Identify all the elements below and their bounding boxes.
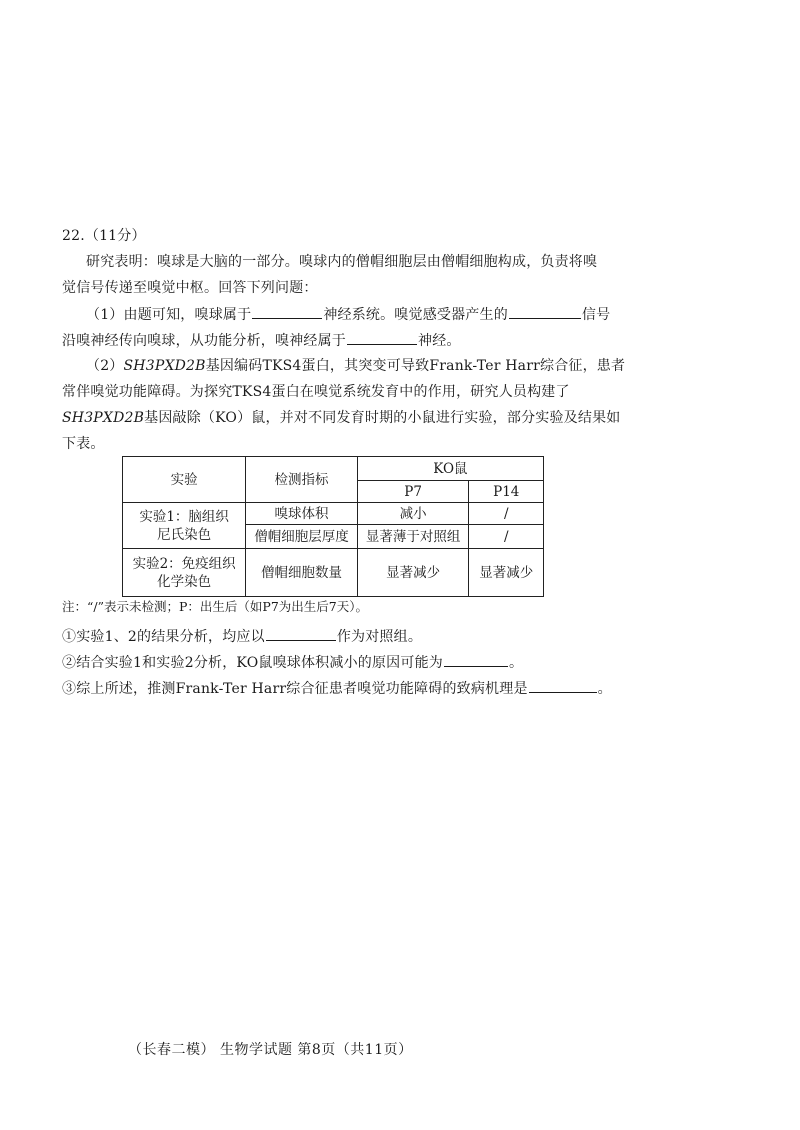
part2-line-4: 下表。 [62,436,105,452]
sq1-text-b: 作为对照组。 [336,629,423,645]
results-table [122,456,544,597]
gene-name: SH3PXD2B [123,358,206,374]
part1-line-1 [86,304,610,325]
exp2-line-2: 化学染色 [157,573,212,590]
page-footer: （长春二模） 生物学试题 第8页（共11页） [128,1042,413,1058]
gene-name-2: SH3PXD2B [62,410,145,426]
answer-blank-1[interactable] [252,304,322,319]
sub-question-2 [62,652,523,673]
sq2-text-b: 。 [508,655,524,671]
intro-line-2: 觉信号传递至嗅觉中枢。回答下列问题： [62,280,318,296]
th-p7: P7 [357,481,469,503]
answer-blank-4[interactable] [266,626,336,641]
experiment-2-cell [123,549,246,597]
answer-blank-2[interactable] [509,304,581,319]
part2-label: （2） [86,358,124,374]
cell-r2-p7: 显著薄于对照组 [357,525,469,549]
sub-question-3 [62,678,612,699]
answer-blank-6[interactable] [529,678,597,693]
part2-text-d: 基因敲除（KO）鼠，并对不同发育时期的小鼠进行实验，部分实验及结果如 [144,410,621,426]
sq2-text-a: ②结合实验1和实验2分析，KO鼠嗅球体积减小的原因可能为 [62,655,443,671]
exp2-line-1: 实验2：免疫组织 [132,555,236,572]
part2-line-1 [86,356,625,376]
exp1-line-2: 尼氏染色 [157,526,212,543]
cell-r1-index: 嗅球体积 [246,503,357,525]
sq1-text-a: ①实验1、2的结果分析，均应以 [62,629,265,645]
experiment-1-cell [123,503,246,549]
cell-r3-p7: 显著减少 [357,549,469,597]
part1-text-a: （1）由题可知，嗅球属于 [86,307,252,323]
sq3-text-a: ③综上所述，推测Frank-Ter Harr综合征患者嗅觉功能障碍的致病机理是 [62,681,528,697]
part1-text-b: 神经系统。嗅觉感受器产生的 [323,307,508,323]
sub-question-1 [62,626,422,647]
part1-text-d: 沿嗅神经传向嗅球，从功能分析，嗅神经属于 [62,333,346,349]
answer-blank-3[interactable] [347,330,417,345]
th-ko-mouse: KO鼠 [357,457,543,481]
sq3-text-b: 。 [597,681,612,697]
cell-r3-p14: 显著减少 [469,549,544,597]
question-header: 22.（11分） [62,228,146,244]
th-index: 检测指标 [246,457,357,503]
part2-line-3 [62,408,620,428]
part2-text-b: 基因编码TKS4蛋白，其突变可导致Frank-Ter Harr综合征，患者 [205,358,626,374]
cell-r3-index: 僧帽细胞数量 [246,549,357,597]
cell-r1-p14: / [469,503,544,525]
part2-line-2: 常伴嗅觉功能障碍。为探究TKS4蛋白在嗅觉系统发育中的作用，研究人员构建了 [62,384,570,400]
exp1-line-1: 实验1：脑组织 [139,508,229,525]
cell-r2-p14: / [469,525,544,549]
part1-text-c: 信号 [581,307,611,323]
part1-text-e: 神经。 [418,333,461,349]
intro-line-1: 研究表明：嗅球是大脑的一部分。嗅球内的僧帽细胞层由僧帽细胞构成，负责将嗅 [86,254,598,270]
th-p14: P14 [469,481,544,503]
cell-r2-index: 僧帽细胞层厚度 [246,525,357,549]
cell-r1-p7: 减小 [357,503,469,525]
table-note: 注：“/”表示未检测；P：出生后（如P7为出生后7天）。 [62,599,368,614]
part1-line-2 [62,330,461,351]
answer-blank-5[interactable] [444,652,508,667]
th-experiment: 实验 [123,457,246,503]
